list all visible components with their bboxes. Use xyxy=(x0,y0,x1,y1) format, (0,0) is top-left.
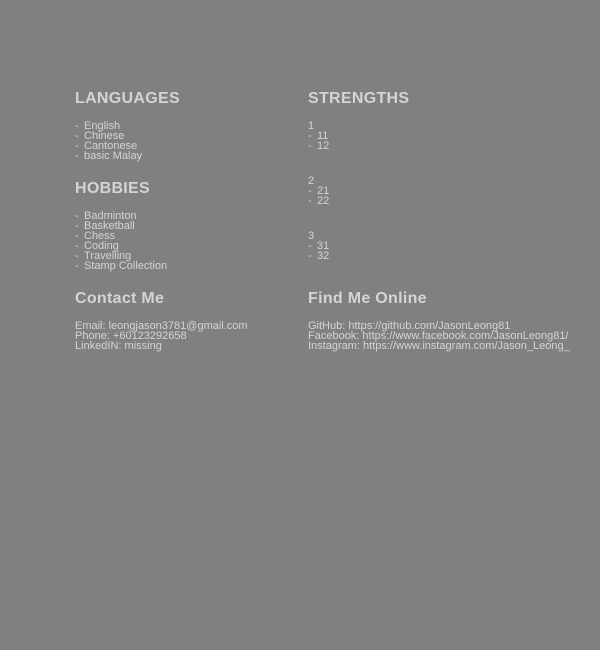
contact-section xyxy=(75,290,248,351)
facebook-link[interactable]: Facebook: https://www.facebook.com/JasonLeong81/ xyxy=(308,330,569,342)
strength-list xyxy=(308,186,409,206)
list-item: - basic Malay xyxy=(75,150,143,162)
strength-group-number: 2 xyxy=(308,175,315,187)
list-item: - Basketball xyxy=(75,220,135,232)
list-item: - 32 xyxy=(308,250,330,262)
hobbies-section xyxy=(75,180,167,271)
instagram-link[interactable]: Instagram: https://www.instagram.com/Jason_Leong_ xyxy=(308,340,570,352)
languages-list xyxy=(75,121,180,161)
strength-group-3 xyxy=(308,231,409,261)
contact-linkedin: LinkedIN: missing xyxy=(75,340,162,352)
github-link[interactable]: GitHub: https://github.com/JasonLeong81 xyxy=(308,320,511,332)
strength-group-number: 1 xyxy=(308,120,315,132)
languages-title: LANGUAGES xyxy=(75,90,180,107)
strength-group-1 xyxy=(308,121,409,151)
strength-group-2 xyxy=(308,176,409,206)
contact-title: Contact Me xyxy=(75,290,165,307)
list-item: - 21 xyxy=(308,185,330,197)
online-section xyxy=(308,290,570,351)
list-item: - 22 xyxy=(308,195,330,207)
languages-section xyxy=(75,90,180,161)
list-item: - 12 xyxy=(308,140,330,152)
strength-list xyxy=(308,131,409,151)
list-item: - 31 xyxy=(308,240,330,252)
list-item: - Stamp Collection xyxy=(75,260,168,272)
list-item: - Travelling xyxy=(75,250,132,262)
list-item: - Chess xyxy=(75,230,116,242)
strength-list xyxy=(308,241,409,261)
strength-group-number: 3 xyxy=(308,230,315,242)
contact-phone: Phone: +60123292658 xyxy=(75,330,187,342)
hobbies-title: HOBBIES xyxy=(75,180,150,197)
list-item: - Coding xyxy=(75,240,119,252)
strengths-section xyxy=(308,90,409,261)
hobbies-list xyxy=(75,211,167,271)
online-title: Find Me Online xyxy=(308,290,427,307)
list-item: - Badminton xyxy=(75,210,137,222)
list-item: - English xyxy=(75,120,121,132)
strengths-title: STRENGTHS xyxy=(308,90,410,107)
list-item: - Cantonese xyxy=(75,140,138,152)
list-item: - 11 xyxy=(308,130,329,142)
list-item: - Chinese xyxy=(75,130,125,142)
contact-email[interactable]: Email: leongjason3781@gmail.com xyxy=(75,320,248,332)
